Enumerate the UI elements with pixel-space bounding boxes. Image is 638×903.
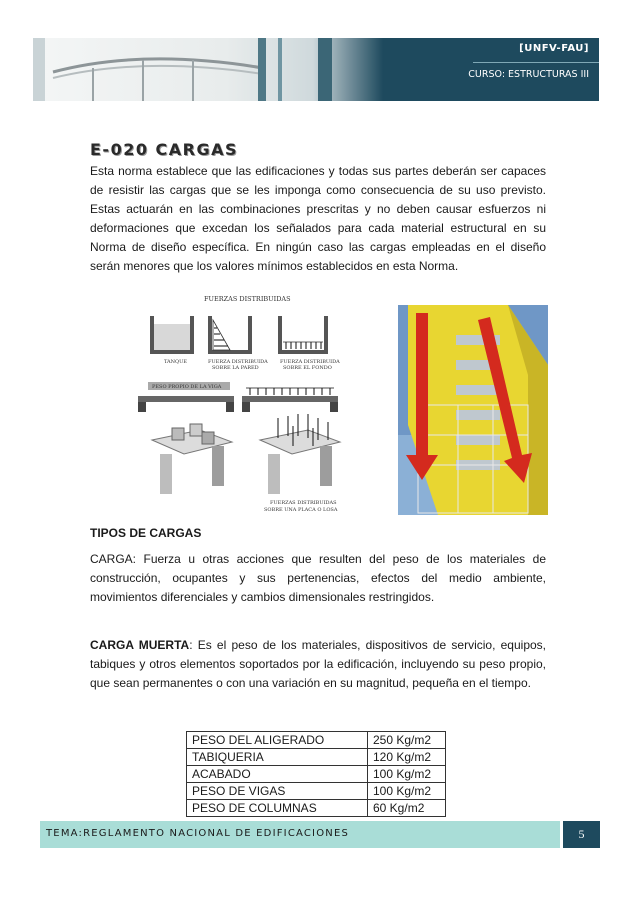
dead-load-text: : Es el peso de los materiales, dispositivos de servicio, equipos, tabiques y otros elementos soportados por la edificación, incluyendo su peso propio, que sean permanentes o con una variación en su magnitud, pequeña en el tiempo. bbox=[90, 638, 547, 690]
load-item: PESO DE COLUMNAS bbox=[187, 800, 368, 817]
diagram-heading: FUERZAS DISTRIBUIDAS bbox=[204, 295, 291, 303]
tank-figure bbox=[152, 316, 192, 352]
table-row bbox=[187, 732, 446, 749]
page-title: E-020 CARGAS bbox=[90, 140, 239, 159]
dead-load-paragraph bbox=[90, 636, 546, 693]
distributed-forces-diagram bbox=[130, 290, 355, 520]
wall-label-line1: FUERZA DISTRIBUIDA bbox=[208, 359, 268, 365]
dead-loads-table bbox=[186, 731, 446, 817]
slab-with-boxes-figure bbox=[152, 424, 232, 494]
intro-paragraph: Esta norma establece que las edificaciones y todas sus partes deberán ser capaces de resistir las cargas que se les imponga como consecuencia de su uso previsto. Estas actuarán en las combinaciones prescritas y no deben causar esfuerzos ni deformaciones que excedan los señalados para cada material estructural en su Norma de diseño específica. En ningún caso las cargas empleadas en el diseño serán menores que los valores mínimos establecidos en esta Norma. bbox=[90, 164, 546, 273]
beam-label: PESO PROPIO DE LA VIGA bbox=[152, 384, 222, 390]
table-row bbox=[187, 800, 446, 817]
footer-topic: TEMA:REGLAMENTO NACIONAL DE EDIFICACIONES bbox=[46, 828, 350, 839]
slab-with-load-figure bbox=[260, 414, 340, 494]
floor-label-line1: FUERZA DISTRIBUIDA bbox=[280, 359, 340, 365]
load-item: PESO DEL ALIGERADO bbox=[187, 732, 368, 749]
course-title: CURSO: ESTRUCTURAS III bbox=[468, 69, 589, 80]
load-value: 100 Kg/m2 bbox=[368, 766, 446, 783]
load-value: 120 Kg/m2 bbox=[368, 749, 446, 766]
wall-load-figure bbox=[210, 316, 250, 352]
table-row bbox=[187, 766, 446, 783]
dead-load-label: CARGA MUERTA bbox=[90, 638, 190, 652]
load-value: 250 Kg/m2 bbox=[368, 732, 446, 749]
table-row bbox=[187, 749, 446, 766]
header-tag: [UNFV-FAU] bbox=[519, 43, 589, 54]
floor-label-line2: SOBRE EL FONDO bbox=[283, 365, 332, 371]
page-number: 5 bbox=[563, 821, 600, 848]
header-divider bbox=[473, 62, 599, 63]
wall-label-line2: SOBRE LA PARED bbox=[212, 365, 259, 371]
tank-label: TANQUE bbox=[164, 359, 188, 365]
bridge-photo bbox=[33, 38, 383, 101]
load-item: ACABADO bbox=[187, 766, 368, 783]
load-item: TABIQUERIA bbox=[187, 749, 368, 766]
load-value: 100 Kg/m2 bbox=[368, 783, 446, 800]
load-value: 60 Kg/m2 bbox=[368, 800, 446, 817]
types-heading: TIPOS DE CARGAS bbox=[90, 526, 202, 540]
footer-bar bbox=[40, 821, 560, 848]
slab-label-line1: FUERZAS DISTRIBUIDAS bbox=[270, 500, 337, 506]
building-photo bbox=[398, 305, 548, 515]
carga-definition: CARGA: Fuerza u otras acciones que resulten del peso de los materiales de construcción, ocupantes y sus pertenencias, efectos del medio ambiente, movimientos diferenciales y cambios dimensionales restringidos. bbox=[90, 552, 546, 604]
slab-label-line2: SOBRE UNA PLACA O LOSA bbox=[264, 507, 338, 513]
table-row bbox=[187, 783, 446, 800]
load-item: PESO DE VIGAS bbox=[187, 783, 368, 800]
floor-load-figure bbox=[280, 316, 326, 352]
header-banner bbox=[33, 38, 599, 101]
